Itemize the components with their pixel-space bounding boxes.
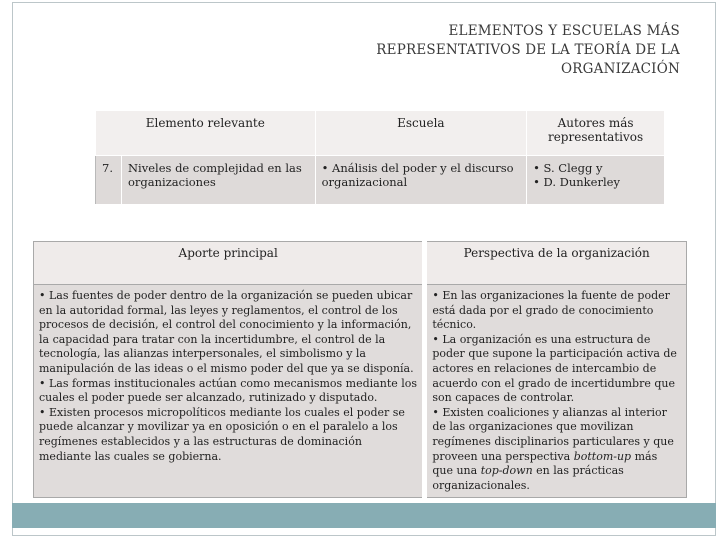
perspective-item: [432, 406, 681, 494]
author-item: • D. Dunkerley: [533, 175, 620, 189]
title-line-3: ORGANIZACIÓN: [561, 61, 680, 77]
contribution-item: • Existen procesos micropolíticos mediante los cuales el poder se puede alcanzar y movilizar ya en oposición o en el paralelo a los regímenes establecidos y a las estructuras de dominación mediante las cuales se gobierna.: [39, 405, 405, 463]
perspective-cell: [425, 285, 687, 498]
top-table: [95, 110, 665, 205]
row-authors: [527, 156, 665, 205]
perspective-emphasis: bottom-up: [573, 449, 632, 463]
perspective-text: en las prácticas organizacionales.: [432, 464, 624, 492]
perspective-text: • Existen coaliciones y alianzas al interior de las organizaciones que movilizan regímenes disciplinarios particulares y que proveen una perspectiva: [432, 405, 674, 463]
bottom-table: [33, 241, 687, 498]
top-table-row: [96, 156, 665, 205]
row-element: Niveles de complejidad en las organizaciones: [121, 156, 315, 205]
header-element: Elemento relevante: [96, 111, 316, 156]
perspective-item: • La organización es una estructura de poder que supone la participación activa de actores en relaciones de intercambio de acuerdo con el grado de incertidumbre que son capaces de controlar.: [432, 332, 677, 405]
row-school: • Análisis del poder y el discurso organizacional: [315, 156, 527, 205]
bottom-table-header-row: [34, 242, 687, 285]
contribution-item: • Las formas institucionales actúan como mecanismos mediante los cuales el poder puede ser alcanzado, rutinizado y disputado.: [39, 376, 418, 405]
slide-title: [280, 22, 680, 79]
footer-bar: [12, 503, 716, 528]
row-number: 7.: [96, 156, 122, 205]
header-authors: Autores más representativos: [527, 111, 665, 156]
bottom-table-body-row: [34, 285, 687, 498]
perspective-text: más que una: [432, 449, 658, 478]
perspective-emphasis: top-down: [480, 464, 533, 478]
author-item: • S. Clegg y: [533, 161, 603, 175]
header-contribution: Aporte principal: [34, 242, 425, 285]
title-line-2: REPRESENTATIVOS DE LA TEORÍA DE LA: [376, 42, 680, 58]
title-line-1: ELEMENTOS Y ESCUELAS MÁS: [448, 23, 680, 39]
perspective-item: • En las organizaciones la fuente de poder está dada por el grado de conocimiento técnico.: [432, 289, 670, 332]
contribution-cell: [34, 285, 425, 498]
header-school: Escuela: [315, 111, 527, 156]
contribution-item: • Las fuentes de poder dentro de la organización se pueden ubicar en la autoridad formal, las leyes y reglamentos, el control de los procesos de decisión, el control del conocimiento y la información, la capacidad para tratar con la incertidumbre, el control de la tecnología, las alianzas interpersonales, el simbolismo y la manipulación de las ideas o el mismo poder del que ya se disponía.: [39, 289, 414, 375]
header-perspective: Perspectiva de la organización: [425, 242, 687, 285]
top-table-header-row: [96, 111, 665, 156]
